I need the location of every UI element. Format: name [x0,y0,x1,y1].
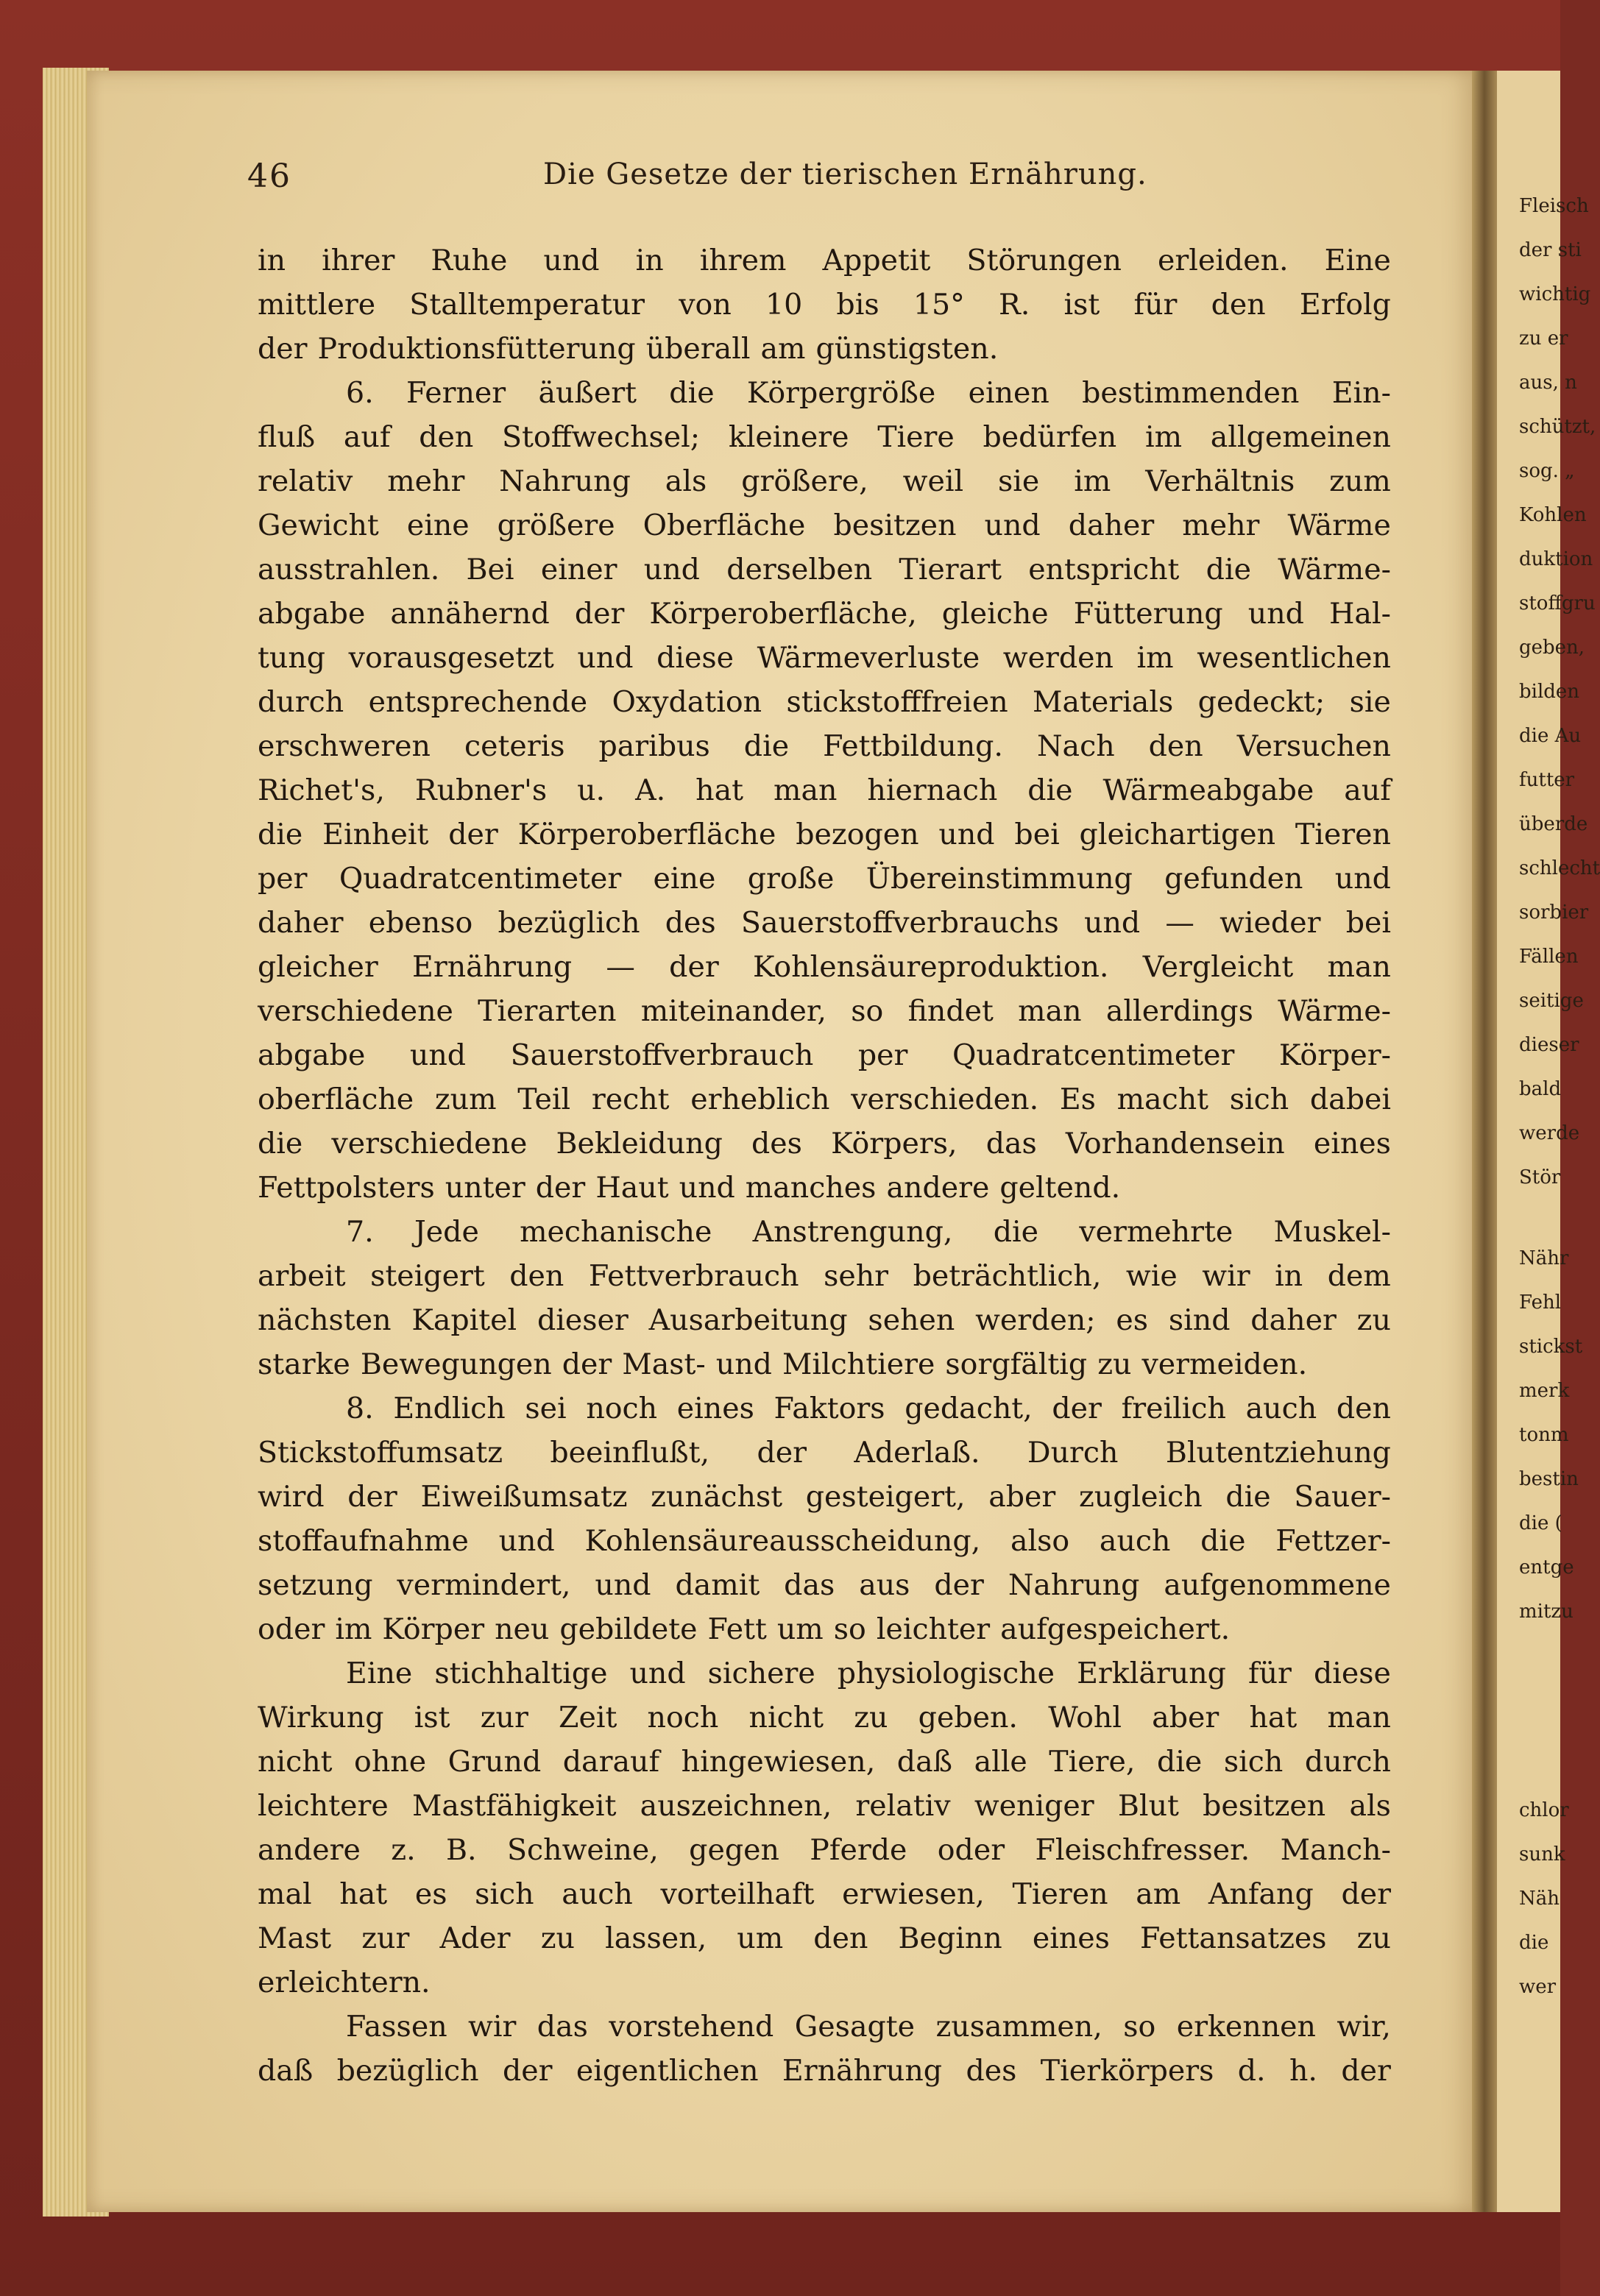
text-line: daß bezüglich der eigentlichen Ernährung des Tierkörpers d. h. der [258,2054,1391,2088]
margin-fragment: stoffgru [1519,592,1596,614]
margin-fragment: Nähr [1519,1247,1569,1269]
text-line: ausstrahlen. Bei einer und derselben Tierart entspricht die Wärme- [258,553,1391,587]
margin-fragment: Stör [1519,1166,1561,1188]
text-line: Fettpolsters unter der Haut und manches andere geltend. [258,1171,1121,1205]
text-line: abgabe annähernd der Körperoberfläche, gleiche Fütterung und Hal- [258,597,1391,631]
margin-fragment: tonm [1519,1424,1569,1446]
text-line: in ihrer Ruhe und in ihrem Appetit Störungen erleiden. Eine [258,244,1391,277]
margin-fragment: die ( [1519,1512,1562,1534]
margin-fragment: seitige [1519,990,1584,1012]
text-line: fluß auf den Stoffwechsel; kleinere Tiere bedürfen im allgemeinen [258,420,1391,454]
margin-fragment: wichtig [1519,283,1591,305]
margin-fragment: sog. „ [1519,460,1575,482]
text-line: stoffaufnahme und Kohlensäureausscheidung, also auch die Fettzer- [258,1524,1391,1558]
margin-fragment: entge [1519,1556,1574,1578]
margin-fragment: bald [1519,1078,1562,1100]
text-line: Stickstoffumsatz beeinflußt, der Aderlaß. Durch Blutentziehung [258,1436,1391,1470]
text-line: Wirkung ist zur Zeit noch nicht zu geben. Wohl aber hat man [258,1701,1391,1735]
text-line: durch entsprechende Oxydation stickstofffreien Materials gedeckt; sie [258,685,1391,719]
text-line: wird der Eiweißumsatz zunächst gesteigert, aber zugleich die Sauer- [258,1480,1391,1514]
margin-fragment: die [1519,1932,1549,1954]
margin-fragment: Kohlen [1519,504,1587,526]
text-line: mittlere Stalltemperatur von 10 bis 15° R. ist für den Erfolg [258,288,1391,322]
page-header [234,152,1397,199]
text-line: andere z. B. Schweine, gegen Pferde oder Fleischfresser. Manch- [258,1833,1391,1867]
margin-fragment: dieser [1519,1034,1579,1056]
margin-fragment: bilden [1519,681,1580,703]
margin-fragment: stickst [1519,1336,1583,1358]
margin-fragment: duktion [1519,548,1593,570]
margin-fragment: werde [1519,1122,1580,1144]
text-line: gleicher Ernährung — der Kohlensäureproduktion. Vergleicht man [258,950,1391,984]
text-line: 8. Endlich sei noch eines Faktors gedacht, der freilich auch den [346,1392,1391,1425]
next-page-text-fragments [1519,184,1600,2009]
text-line: erschweren ceteris paribus die Fettbildung. Nach den Versuchen [258,729,1391,763]
text-line: starke Bewegungen der Mast- und Milchtiere sorgfältig zu vermeiden. [258,1347,1308,1381]
text-line: die Einheit der Körperoberfläche bezogen und bei gleichartigen Tieren [258,818,1391,851]
margin-fragment: futter [1519,769,1575,791]
margin-fragment: überde [1519,813,1588,835]
margin-fragment: sorbier [1519,901,1589,924]
text-line: setzung vermindert, und damit das aus der Nahrung aufgenommene [258,1568,1391,1602]
margin-fragment: der sti [1519,239,1582,261]
text-line: abgabe und Sauerstoffverbrauch per Quadratcentimeter Körper- [258,1038,1391,1072]
text-line: erleichtern. [258,1966,431,1999]
margin-fragment: Näh [1519,1888,1560,1910]
margin-fragment: mitzu [1519,1601,1574,1623]
text-line: tung vorausgesetzt und diese Wärmeverluste werden im wesentlichen [258,641,1391,675]
text-line: Richet's, Rubner's u. A. hat man hiernach die Wärmeabgabe auf [258,773,1391,807]
margin-fragment: merk [1519,1380,1570,1402]
text-line: relativ mehr Nahrung als größere, weil sie im Verhältnis zum [258,464,1391,498]
text-line: mal hat es sich auch vorteilhaft erwiesen, Tieren am Anfang der [258,1877,1391,1911]
text-line: der Produktionsfütterung überall am günstigsten. [258,332,999,366]
text-line: oberfläche zum Teil recht erheblich verschieden. Es macht sich dabei [258,1083,1391,1116]
margin-fragment: sunk [1519,1843,1565,1866]
text-line: leichtere Mastfähigkeit auszeichnen, relativ weniger Blut besitzen als [258,1789,1391,1823]
text-line: verschiedene Tierarten miteinander, so findet man allerdings Wärme- [258,994,1391,1028]
page-number: 46 [247,157,291,195]
margin-fragment: Fällen [1519,946,1579,968]
margin-fragment: geben, [1519,637,1585,659]
text-line: Fassen wir das vorstehend Gesagte zusammen, so erkennen wir, [346,2010,1391,2044]
text-line: Gewicht eine größere Oberfläche besitzen und daher mehr Wärme [258,509,1391,542]
text-line: 6. Ferner äußert die Körpergröße einen bestimmenden Ein- [346,376,1391,410]
text-line: Eine stichhaltige und sichere physiologische Erklärung für diese [346,1657,1391,1690]
text-line: arbeit steigert den Fettverbrauch sehr beträchtlich, wie wir in dem [258,1259,1391,1293]
body-text [258,238,1391,2093]
margin-fragment: schlecht [1519,857,1600,879]
book-gutter [1472,71,1497,2212]
margin-fragment: chlor [1519,1799,1569,1821]
text-line: 7. Jede mechanische Anstrengung, die vermehrte Muskel- [346,1215,1391,1249]
text-line: nächsten Kapitel dieser Ausarbeitung sehen werden; es sind daher zu [258,1303,1391,1337]
running-head: Die Gesetze der tierischen Ernährung. [543,157,1147,191]
margin-fragment: bestin [1519,1468,1579,1490]
margin-fragment: die Au [1519,725,1582,747]
text-line: daher ebenso bezüglich des Sauerstoffverbrauchs und — wieder bei [258,906,1391,940]
margin-fragment: Fehl [1519,1292,1562,1314]
text-line: Mast zur Ader zu lassen, um den Beginn eines Fettansatzes zu [258,1921,1391,1955]
margin-fragment: wer [1519,1976,1557,1998]
text-line: oder im Körper neu gebildete Fett um so leichter aufgespeichert. [258,1612,1231,1646]
margin-fragment: schützt, [1519,416,1596,438]
text-line: per Quadratcentimeter eine große Übereinstimmung gefunden und [258,862,1391,896]
margin-fragment: aus, n [1519,372,1577,394]
margin-fragment: Fleisch [1519,195,1589,217]
margin-fragment: zu er [1519,327,1568,350]
text-line: nicht ohne Grund darauf hingewiesen, daß alle Tiere, die sich durch [258,1745,1391,1779]
text-line: die verschiedene Bekleidung des Körpers, das Vorhandensein eines [258,1127,1391,1161]
